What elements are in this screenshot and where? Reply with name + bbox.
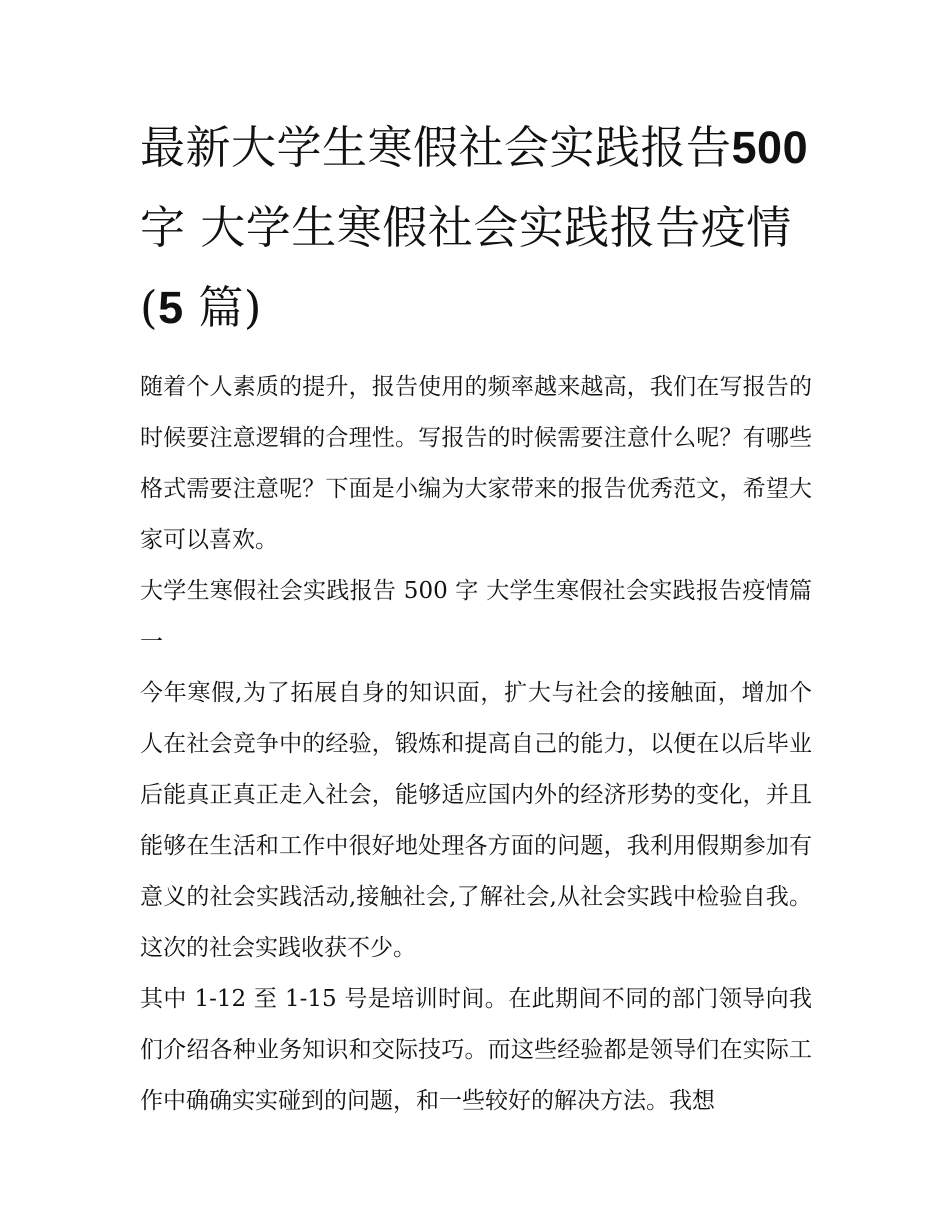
document-title [140, 108, 812, 348]
body-paragraph: 其中 1-12 至 1-15 号是培训时间。在此期间不同的部门领导向我们介绍各种业务知识和交际技巧。而这些经验都是领导们在实际工作中确确实实碰到的问题，和一些较好的解决方法。我想 [140, 986, 812, 1114]
title-number-500: 500 [731, 122, 809, 173]
title-text-part2: 字 大学生寒假社会实践报告疫情( [140, 201, 792, 334]
section-heading: 大学生寒假社会实践报告 500 字 大学生寒假社会实践报告疫情篇一 [140, 578, 812, 655]
document-body [140, 108, 812, 1127]
body-paragraph: 今年寒假,为了拓展自身的知识面，扩大与社会的接触面，增加个人在社会竞争中的经验，锻炼和提高自己的能力，以便在以后毕业后能真正真正走入社会，能够适应国内外的经济形势的变化，并且能够在生活和工作中很好地处理各方面的问题，我利用假期参加有意义的社会实践活动,接触社会,了解社会,从社会实践中检验自我。这次的社会实践收获不少。 [140, 680, 812, 961]
title-number-5: 5 [158, 282, 184, 333]
title-text-part3: 篇) [198, 281, 262, 334]
title-text-part1: 最新大学生寒假社会实践报告 [140, 121, 732, 174]
intro-paragraph: 随着个人素质的提升，报告使用的频率越来越高，我们在写报告的时候要注意逻辑的合理性。写报告的时候需要注意什么呢？有哪些格式需要注意呢？下面是小编为大家带来的报告优秀范文，希望大家可以喜欢。 [140, 374, 812, 553]
